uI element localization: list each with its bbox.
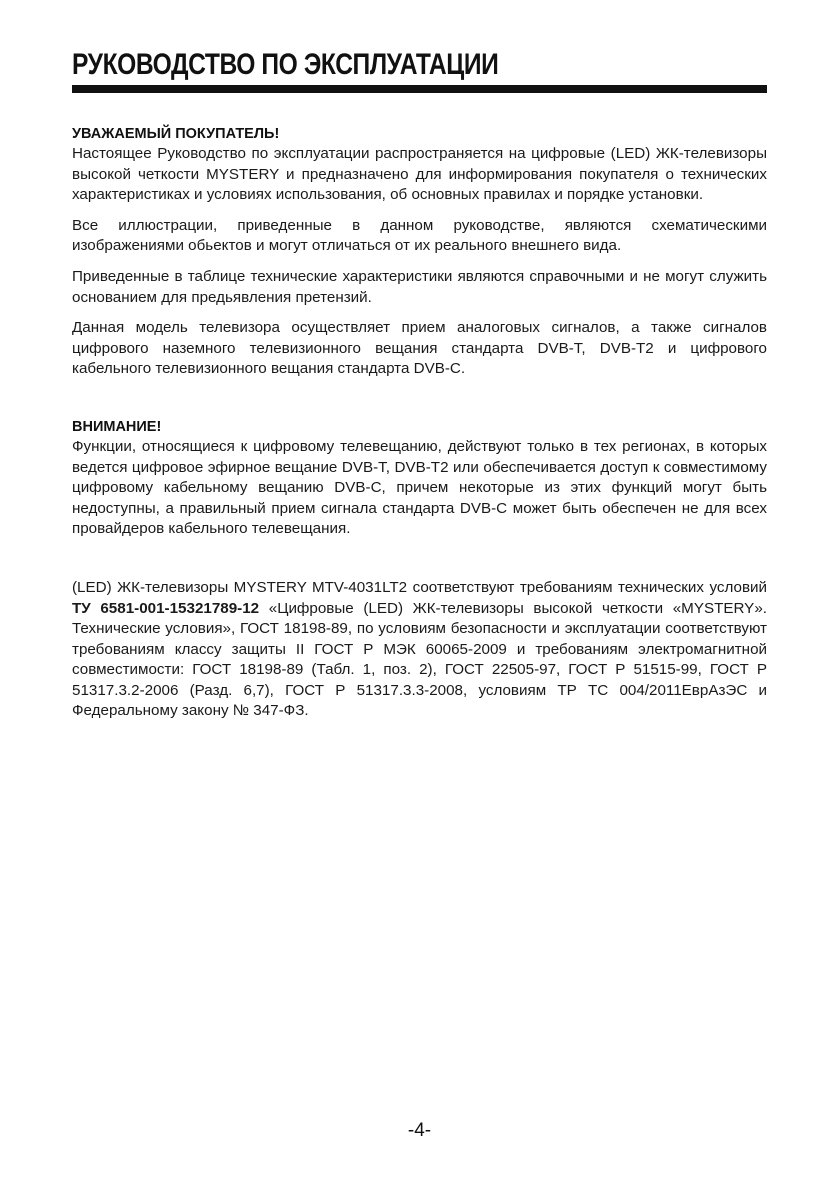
intro-section — [72, 124, 767, 380]
compliance-paragraph — [72, 578, 767, 722]
compliance-text-end: «Цифровые (LED) ЖК-телевизоры высокой четкости «MYSTERY». Технические условия», ГОСТ 18198-89, по условиям безопасности и эксплуатации соответствуют требованиям классу защиты II ГОСТ Р МЭК 60065-2009 и требованиям электромагнитной совместимости: ГОСТ 18198-89 (Табл. 1, поз. 2), ГОСТ 22505-97, ГОСТ Р 51515-99, ГОСТ Р 51317.3.2-2006 (Разд. 6,7), ГОСТ Р 51317.3.3-2008, условиям ТР ТС 004/2011ЕврАзЭС и Федеральному закону № 347-ФЗ. — [72, 599, 767, 720]
intro-heading: УВАЖАЕМЫЙ ПОКУПАТЕЛЬ! — [72, 126, 280, 142]
warning-heading: ВНИМАНИЕ! — [72, 418, 162, 435]
technical-conditions-code: ТУ 6581-001-15321789-12 — [72, 599, 260, 617]
title-rule — [72, 85, 767, 93]
warning-paragraph: Функции, относящиеся к цифровому телевещанию, действуют только в тех регионах, в которых ведется цифровое эфирное вещание DVB-T, DVB-T2 или обеспечивается доступ к совместимому цифровому кабельному вещанию DVB-C, причем некоторые из этих функций могут быть недоступны, а правильный прием сигнала стандарта DVB-C может быть обеспечен не для всех провайдеров кабельного телевещания. — [72, 437, 767, 538]
intro-paragraph-signals: Данная модель телевизора осуществляет прием аналоговых сигналов, а также сигналов цифрового наземного телевизионного вещания стандарта DVB-T, DVB-T2 и цифрового кабельного телевизионного вещания стандарта DVB-C. — [72, 319, 767, 378]
page-title: РУКОВОДСТВО ПО ЭКСПЛУАТАЦИИ — [72, 48, 499, 81]
compliance-section — [72, 578, 767, 722]
intro-paragraph-scope: Настоящее Руководство по эксплуатации распространяется на цифровые (LED) ЖК-телевизоры высокой четкости MYSTERY и предназначено для информирования покупателя о технических характеристиках и условиях использования, об основных правилах и порядке установки. — [72, 145, 767, 204]
warning-section — [72, 417, 767, 540]
intro-paragraph-specs: Приведенные в таблице технические характеристики являются справочными и не могут служить основанием для предьявления претензий. — [72, 267, 767, 306]
page-number: -4- — [407, 1120, 432, 1141]
page-content — [72, 124, 767, 732]
intro-paragraph-illustrations: Все иллюстрации, приведенные в данном руководстве, являются схематическими изображениями обьектов и могут отличаться от их реального внешнего вида. — [72, 216, 767, 255]
compliance-text-start: (LED) ЖК-телевизоры MYSTERY MTV-4031LT2 соответствуют требованиям технических условий — [72, 578, 767, 596]
